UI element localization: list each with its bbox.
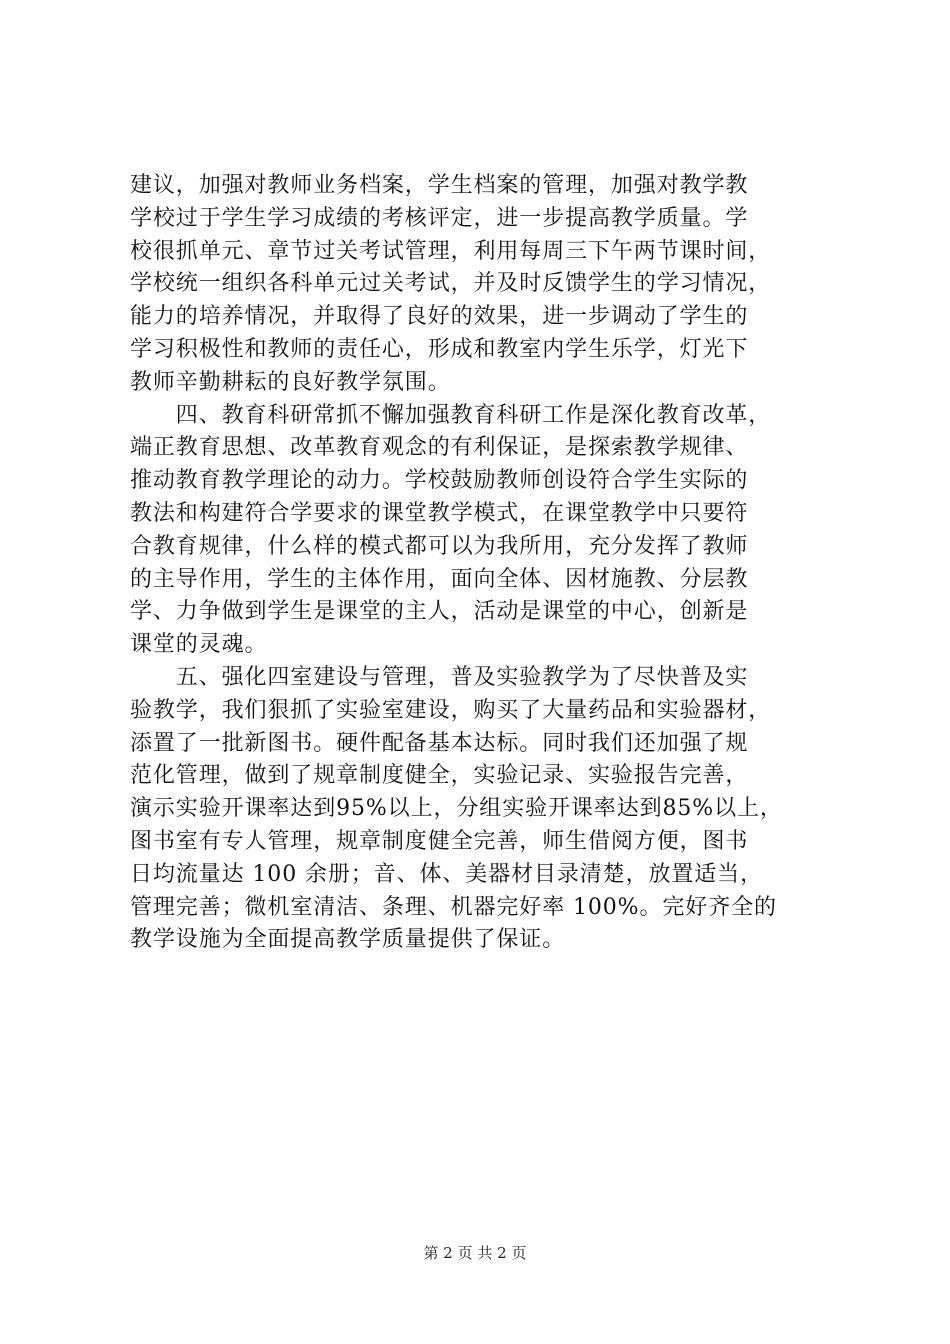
- text-line: 校很抓单元、章节过关考试管理，利用每周三下午两节课时间，: [130, 238, 772, 264]
- text-line: 的主导作用，学生的主体作用，面向全体、因材施教、分层教: [130, 566, 749, 592]
- text-line: 添置了一批新图书。硬件配备基本达标。同时我们还加强了规: [130, 730, 749, 756]
- text-line: 推动教育教学理论的动力。学校鼓励教师创设符合学生实际的: [130, 468, 749, 494]
- text-line: 能力的培养情况，并取得了良好的效果，进一步调动了学生的: [130, 304, 749, 330]
- text-line: 学、力争做到学生是课堂的主人，活动是课堂的中心，创新是: [130, 599, 749, 625]
- page-number-footer: 第 2 页 共 2 页: [423, 1244, 527, 1262]
- text-line: 教法和构建符合学要求的课堂教学模式，在课堂教学中只要符: [130, 500, 749, 526]
- text-line: 学校过于学生学习成绩的考核评定，进一步提高教学质量。学: [130, 205, 749, 231]
- text-line: 学习积极性和教师的责任心，形成和教室内学生乐学，灯光下: [130, 336, 749, 362]
- section-heading-line: 四、教育科研常抓不懈加强教育科研工作是深化教育改革，: [130, 402, 772, 428]
- text-line: 范化管理，做到了规章制度健全，实验记录、实验报告完善，: [130, 763, 749, 789]
- text-line: 演示实验开课率达到95%以上，分组实验开课率达到85%以上，: [130, 796, 783, 822]
- text-line: 合教育规律，什么样的模式都可以为我所用，充分发挥了教师: [130, 533, 749, 559]
- text-line: 学校统一组织各科单元过关考试，并及时反馈学生的学习情况，: [130, 271, 772, 297]
- text-line: 教学设施为全面提高教学质量提供了保证。: [130, 927, 566, 953]
- body-text: [130, 170, 830, 957]
- section-heading-line: 五、强化四室建设与管理，普及实验教学为了尽快普及实: [130, 664, 749, 690]
- text-line: 管理完善；微机室清洁、条理、机器完好率 100%。完好齐全的: [130, 894, 777, 920]
- text-line: 端正教育思想、改革教育观念的有利保证，是探索教学规律、: [130, 435, 749, 461]
- text-line: 课堂的灵魂。: [130, 632, 268, 658]
- text-line: 验教学，我们狠抓了实验室建设，购买了大量药品和实验器材，: [130, 697, 772, 723]
- text-line: 图书室有专人管理，规章制度健全完善，师生借阅方便，图书: [130, 828, 749, 854]
- text-line: 教师辛勤耕耘的良好教学氛围。: [130, 369, 451, 395]
- text-line: 建议，加强对教师业务档案，学生档案的管理，加强对教学教: [130, 173, 749, 198]
- text-line: 日均流量达 100 余册；音、体、美器材目录清楚，放置适当，: [130, 861, 763, 887]
